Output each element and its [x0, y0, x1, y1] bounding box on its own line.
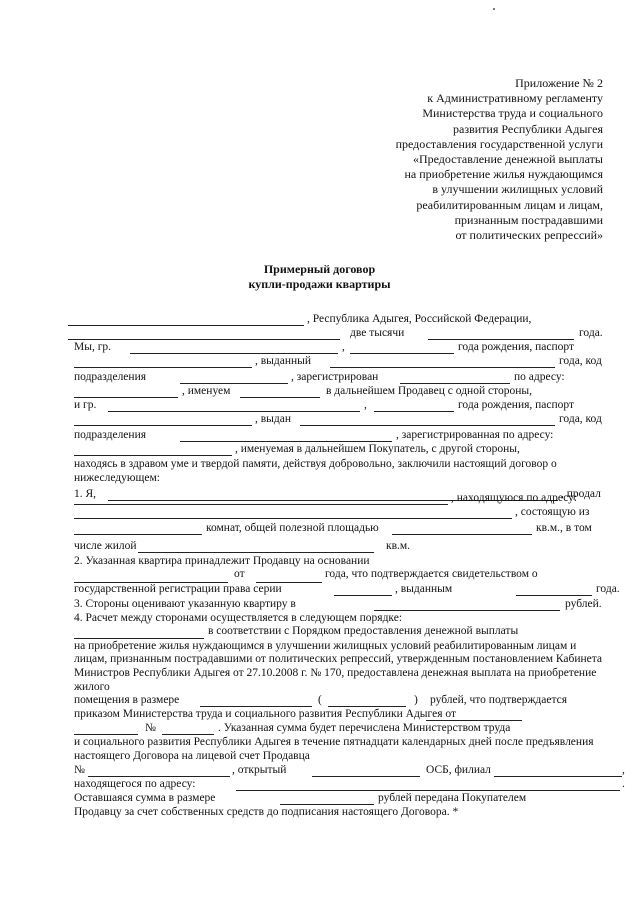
text-line: жилого [74, 681, 110, 693]
text-line: рублей, что подтверждается [430, 694, 568, 706]
text-line: , выданный [255, 355, 312, 367]
text-line: и социального развития Республики Адыгея в течение пятнадцати календарных дней после предъявления [74, 736, 594, 748]
text-line: , выдан [255, 413, 292, 425]
blank-issued-by [330, 367, 555, 368]
text-line: находясь в здравом уме и твердой памяти, действуя добровольно, заключили настоящий договор о [74, 458, 557, 470]
header-line: Приложение № 2 [515, 76, 603, 90]
text-line: Продавцу за счет собственных средств до подписания настоящего Договора. * [74, 806, 459, 818]
blank-cert-series [334, 595, 392, 596]
text-line: , [342, 341, 345, 353]
blank-total-area [392, 534, 532, 535]
blank-registration [400, 383, 510, 384]
header-line: Министерства труда и социального [422, 106, 603, 121]
text-line: , [364, 399, 367, 411]
blank-buyer-birth [374, 411, 454, 412]
text-line: . [622, 778, 625, 790]
blank-gender [240, 397, 320, 398]
text-line: года. [579, 327, 603, 339]
blank-branch [494, 776, 622, 777]
header-line: «Предоставление денежной выплаты [412, 152, 603, 167]
text-line: государственной регистрации права серии [74, 583, 282, 595]
blank-order-prefix [74, 734, 138, 735]
blank-buyer-issued-by [300, 425, 555, 426]
text-line: Мы, гр. [74, 341, 112, 353]
text-line: в соответствии с Порядком предоставления денежной выплаты [208, 625, 519, 637]
blank-birth-date [350, 353, 454, 354]
blank-price [374, 610, 560, 611]
blank-buyer-name [108, 411, 360, 412]
text-line: рублей. [565, 598, 602, 610]
blank-seller-name [130, 353, 338, 354]
blank-subsidy-amount [200, 706, 312, 707]
text-line: ) [414, 694, 418, 706]
text-line: года, код [559, 355, 602, 367]
text-line: , именуемая в дальнейшем Покупатель, с другой стороны, [235, 443, 520, 455]
text-line: , продал [561, 488, 601, 500]
text-line: кв.м. [386, 540, 411, 552]
blank-buyer-passport [74, 425, 252, 426]
scan-speck [493, 8, 495, 10]
text-line: , именуем [182, 385, 231, 397]
text-line: 3. Стороны оценивают указанную квартиру в [74, 598, 296, 610]
text-line: ( [318, 694, 322, 706]
header-line: в улучшении жилищных условий [432, 182, 603, 197]
blank-bank [312, 776, 420, 777]
blank-year [428, 339, 574, 340]
text-line: лицам, признанным пострадавшими от политических репрессий, утвержденным постановлением Кабинета [74, 653, 603, 665]
blank-living-area [138, 552, 374, 553]
blank-address [74, 397, 178, 398]
header-line: к Административному регламенту [427, 91, 603, 106]
blank-object-address [74, 518, 512, 519]
blank-city [68, 325, 304, 326]
text-line: № [145, 722, 156, 734]
text-line: , открытый [232, 764, 287, 776]
document-subtitle: купли-продажи квартиры [248, 277, 391, 291]
blank-date [68, 339, 340, 340]
text-line: настоящего Договора на лицевой счет Продавца [74, 750, 310, 762]
text-line: рублей передана Покупателем [378, 792, 527, 804]
header-line: признанным пострадавшими [454, 212, 603, 227]
text-line: , зарегистрированная по адресу: [396, 429, 554, 441]
appendix-header [303, 76, 603, 243]
text-line: нижеследующем: [74, 472, 160, 484]
text-line: . Указанная сумма будет перечислена Министерством труда [218, 722, 511, 734]
text-line: подразделения [74, 371, 147, 383]
text-line: года рождения, паспорт [458, 341, 575, 353]
text-line: года, код [559, 413, 602, 425]
text-line: года рождения, паспорт [458, 399, 575, 411]
blank-cert-date [516, 595, 592, 596]
text-line: две тысячи [350, 327, 405, 339]
blank-dept-code [180, 383, 288, 384]
text-line: , находящуюся по адресу: [451, 492, 577, 504]
text-line: года. [596, 583, 620, 595]
blank-buyer-dept-code [180, 441, 392, 442]
blank-buyer-address [74, 455, 232, 456]
text-line: Министров Республики Адыгея от 27.10.2008 г. № 170, предоставлена денежная выплата на приобретение [74, 667, 597, 679]
header-line: развития Республики Адыгея [453, 121, 603, 136]
text-line: по адресу: [514, 371, 565, 383]
text-line: кв.м., в том [536, 522, 592, 534]
text-line: , зарегистрирован [291, 371, 379, 383]
text-line: 4. Расчет между сторонами осуществляется в следующем порядке: [74, 612, 403, 624]
text-line: находящегося по адресу: [74, 778, 196, 790]
header-line: от политических репрессий» [455, 228, 603, 243]
blank-bank-address [236, 790, 620, 791]
text-line: от [234, 568, 245, 580]
text-line: , Республика Адыгея, Российской Федерации, [307, 313, 532, 325]
blank-order-number [162, 734, 214, 735]
text-line: 1. Я, [74, 488, 97, 500]
text-line: числе жилой [74, 540, 137, 552]
text-line: , состоящую из [515, 506, 590, 518]
text-line: помещения в размере [74, 694, 180, 706]
text-line: в дальнейшем Продавец с одной стороны, [326, 385, 532, 397]
blank-order-date [426, 720, 522, 721]
header-line: реабилитированным лицам и лицам, [416, 197, 603, 212]
text-line: Оставшаяся сумма в размере [74, 792, 216, 804]
text-line: , [622, 764, 625, 776]
text-line: № [74, 764, 85, 776]
header-line: на приобретение жилья нуждающимся [404, 167, 603, 182]
text-line: 2. Указанная квартира принадлежит Продавцу на основании [74, 555, 370, 567]
blank-object [74, 504, 448, 505]
blank-passport [74, 367, 252, 368]
blank-subsidy-words [328, 706, 406, 707]
text-line: ОСБ, филиал [426, 764, 491, 776]
header-line: предоставления государственной услуги [395, 136, 603, 151]
document-title: Примерный договор [263, 262, 376, 276]
text-line: приказом Министерства труда и социального развития Республики Адыгея от [74, 708, 456, 720]
text-line: и гр. [74, 399, 97, 411]
text-line: года, что подтверждается свидетельством о [325, 568, 538, 580]
text-line: , выданным [395, 583, 453, 595]
text-line: комнат, общей полезной площадью [206, 522, 379, 534]
blank-account-number [88, 776, 230, 777]
blank-payment [74, 638, 204, 639]
blank-rooms [74, 534, 202, 535]
blank-remaining-amount [280, 804, 374, 805]
text-line: на приобретение жилья нуждающимся в улучшении жилищных условий реабилитированным лицам и [74, 640, 577, 652]
text-line: подразделения [74, 429, 147, 441]
